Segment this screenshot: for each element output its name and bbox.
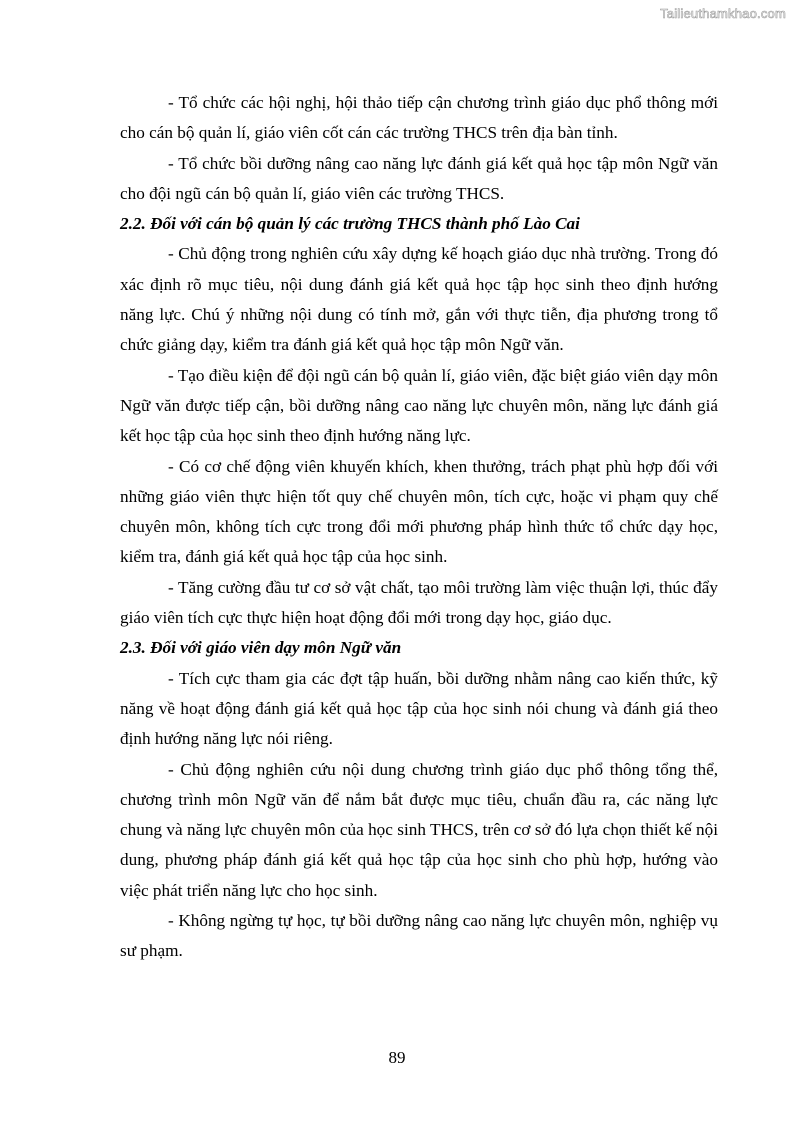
- paragraph: - Chủ động nghiên cứu nội dung chương trình giáo dục phổ thông tổng thể, chương trình môn Ngữ văn để nắm bắt được mục tiêu, chuẩn đầu ra, các năng lực chung và năng lực chuyên môn của học sinh THCS, trên cơ sở đó lựa chọn thiết kế nội dung, phương pháp đánh giá kết quả học tập của học sinh cho phù hợp, hướng vào việc phát triển năng lực cho học sinh.: [120, 759, 718, 900]
- paragraph: - Tổ chức các hội nghị, hội thảo tiếp cận chương trình giáo dục phổ thông mới cho cán bộ quản lí, giáo viên cốt cán các trường THCS trên địa bàn tỉnh.: [120, 93, 718, 143]
- watermark: Tailieuthamkhao.com: [660, 6, 786, 21]
- section-heading: 2.3. Đối với giáo viên dạy môn Ngữ văn: [120, 638, 402, 658]
- paragraph: - Tạo điều kiện để đội ngũ cán bộ quản lí, giáo viên, đặc biệt giáo viên dạy môn Ngữ văn được tiếp cận, bồi dưỡng nâng cao năng lực chuyên môn, năng lực đánh giá kết học tập của học sinh theo định hướng năng lực.: [120, 365, 718, 446]
- paragraph: - Tăng cường đầu tư cơ sở vật chất, tạo môi trường làm việc thuận lợi, thúc đẩy giáo viên tích cực thực hiện hoạt động đổi mới trong dạy học, giáo dục.: [120, 577, 718, 628]
- paragraph: - Tích cực tham gia các đợt tập huấn, bồi dưỡng nhằm nâng cao kiến thức, kỹ năng về hoạt động đánh giá kết quả học tập của học sinh nói chung và đánh giá theo định hướng năng lực nói riêng.: [120, 668, 718, 749]
- paragraph: - Chủ động trong nghiên cứu xây dựng kế hoạch giáo dục nhà trường. Trong đó xác định rõ mục tiêu, nội dung đánh giá kết quả học tập học sinh theo định hướng năng lực. Chú ý những nội dung có tính mở, gắn với thực tiễn, địa phương trong tổ chức giảng dạy, kiểm tra đánh giá kết quả học tập môn Ngữ văn.: [120, 244, 718, 355]
- section-heading: 2.2. Đối với cán bộ quản lý các trường THCS thành phố Lào Cai: [120, 214, 580, 234]
- page-number: 89: [388, 1048, 406, 1067]
- paragraph: - Có cơ chế động viên khuyến khích, khen thưởng, trách phạt phù hợp đối với những giáo viên thực hiện tốt quy chế chuyên môn, tích cực, hoặc vi phạm quy chế chuyên môn, không tích cực trong đổi mới phương pháp hình thức tổ chức dạy học, kiểm tra, đánh giá kết quả học tập của học sinh.: [120, 456, 718, 567]
- document-body: [120, 88, 718, 967]
- paragraph: - Không ngừng tự học, tự bồi dưỡng nâng cao năng lực chuyên môn, nghiệp vụ sư phạm.: [120, 911, 718, 961]
- paragraph: - Tổ chức bồi dưỡng nâng cao năng lực đánh giá kết quả học tập môn Ngữ văn cho đội ngũ cán bộ quản lí, giáo viên các trường THCS.: [120, 153, 718, 203]
